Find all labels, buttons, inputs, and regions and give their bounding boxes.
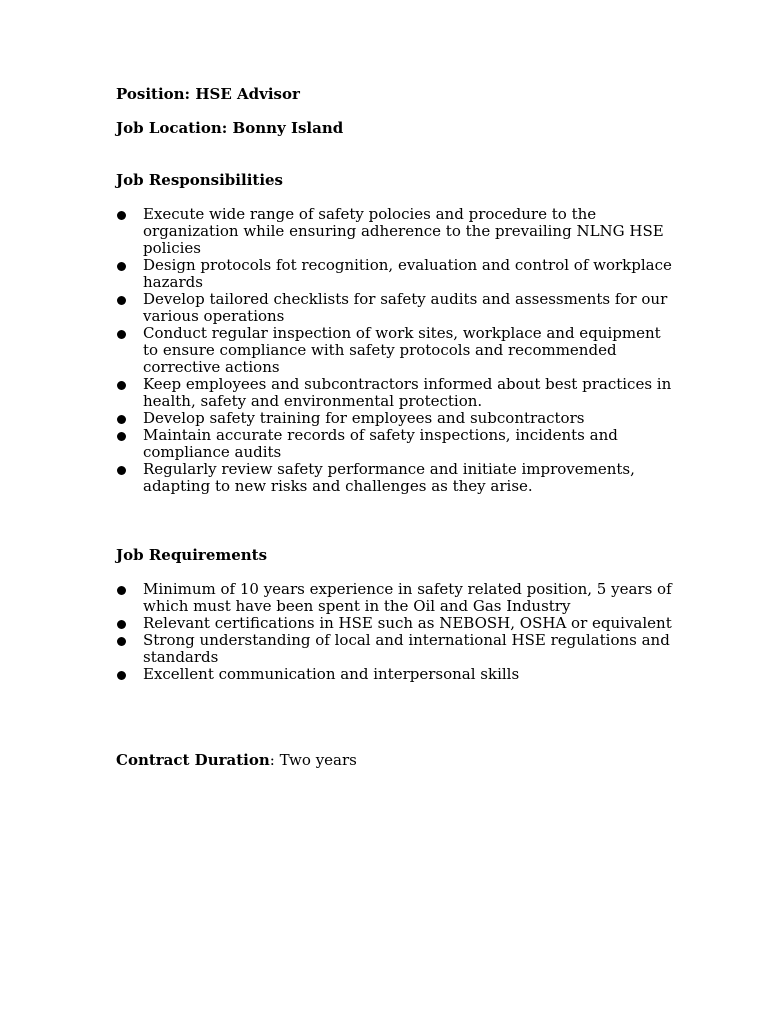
list-item-text: Conduct regular inspection of work sites, workplace and equipment to ensure compliance with safety protocols and recommended corrective actions — [143, 324, 661, 376]
responsibilities-list — [116, 206, 676, 495]
list-item — [116, 325, 676, 376]
bullet-icon — [117, 466, 126, 475]
position-label: Position: — [116, 85, 191, 103]
position-line — [116, 86, 676, 103]
bullet-icon — [117, 296, 126, 305]
requirements-heading: Job Requirements — [116, 546, 268, 564]
list-item — [116, 461, 676, 495]
document-page — [116, 86, 676, 769]
bullet-icon — [117, 637, 126, 646]
contract-line — [116, 752, 676, 769]
bullet-icon — [117, 330, 126, 339]
list-item — [116, 410, 676, 427]
requirements-list — [116, 581, 676, 683]
location-label: Job Location: — [116, 119, 228, 137]
list-item — [116, 291, 676, 325]
list-item-text: Relevant certifications in HSE such as NEBOSH, OSHA or equivalent — [143, 614, 672, 632]
list-item-text: Maintain accurate records of safety inspections, incidents and compliance audits — [143, 426, 618, 461]
bullet-icon — [117, 671, 126, 680]
list-item — [116, 666, 676, 683]
list-item-text: Keep employees and subcontractors informed about best practices in health, safety and environmental protection. — [143, 375, 672, 410]
list-item — [116, 427, 676, 461]
bullet-icon — [117, 415, 126, 424]
list-item-text: Execute wide range of safety polocies and procedure to the organization while ensuring adherence to the prevailing NLNG HSE policies — [143, 205, 664, 257]
list-item — [116, 581, 676, 615]
bullet-icon — [117, 432, 126, 441]
bullet-icon — [117, 620, 126, 629]
contract-label: Contract Duration — [116, 751, 270, 769]
list-item — [116, 206, 676, 257]
list-item — [116, 257, 676, 291]
location-value: Bonny Island — [232, 119, 344, 137]
contract-value: : Two years — [269, 751, 357, 769]
responsibilities-heading: Job Responsibilities — [116, 171, 284, 189]
list-item-text: Strong understanding of local and international HSE regulations and standards — [143, 631, 670, 666]
list-item-text: Develop tailored checklists for safety audits and assessments for our various operations — [143, 290, 668, 325]
list-item — [116, 376, 676, 410]
position-value: HSE Advisor — [195, 85, 300, 103]
list-item-text: Develop safety training for employees and subcontractors — [143, 409, 585, 427]
list-item — [116, 615, 676, 632]
list-item-text: Excellent communication and interpersonal skills — [143, 665, 520, 683]
bullet-icon — [117, 381, 126, 390]
bullet-icon — [117, 262, 126, 271]
bullet-icon — [117, 586, 126, 595]
list-item-text: Design protocols fot recognition, evaluation and control of workplace hazards — [143, 256, 672, 291]
location-line — [116, 120, 676, 137]
bullet-icon — [117, 211, 126, 220]
list-item-text: Regularly review safety performance and initiate improvements, adapting to new risks and challenges as they arise. — [143, 460, 635, 495]
list-item-text: Minimum of 10 years experience in safety related position, 5 years of which must have been spent in the Oil and Gas Industry — [143, 580, 672, 615]
list-item — [116, 632, 676, 666]
